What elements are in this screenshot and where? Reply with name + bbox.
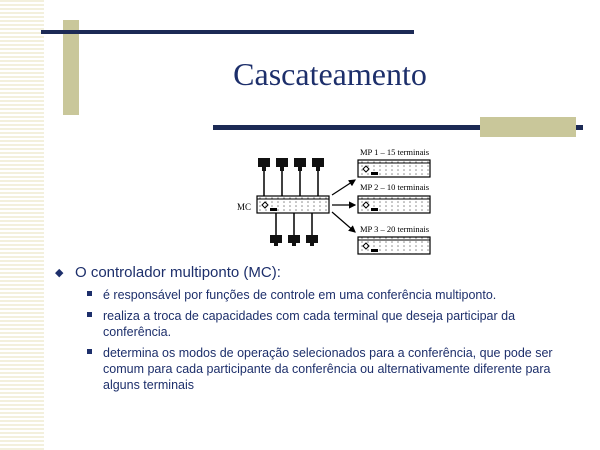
mp3-device [358,237,430,254]
terminal-icon [276,158,288,196]
mp3-label: MP 3 – 20 terminais [360,224,430,234]
terminal-icon [270,213,282,246]
terminal-icon [258,158,270,196]
mp1-device [358,160,430,177]
mp2-device [358,196,430,213]
mc-label: MC [237,202,252,212]
arrow-to-mp1 [332,180,355,195]
decorative-block-bottom [480,117,576,137]
mp1-label: MP 1 – 15 terminais [360,147,430,157]
square-bullet-icon [87,349,92,354]
sub-bullet-text: determina os modos de operação selecionados para a conferência, que pode ser comum para cada participante da conferência ou alternativamente diferente para alguns terminais [103,346,553,392]
arrow-to-mp3 [332,212,355,232]
terminal-icon [306,213,318,246]
mc-device [257,196,329,213]
terminal-icon [288,213,300,246]
sub-bullet [55,287,575,303]
bullet-main-text: O controlador multiponto (MC): [75,264,281,281]
square-bullet-icon [87,312,92,317]
decorative-block-top [63,20,79,115]
decorative-stripes [0,0,44,450]
sub-bullet [55,308,575,340]
decorative-line-top [41,30,414,34]
cascade-diagram [225,140,445,260]
terminal-icon [312,158,324,196]
sub-bullet-text: realiza a troca de capacidades com cada terminal que deseja participar da conferência. [103,309,516,339]
diamond-bullet-icon: ◆ [55,267,64,279]
bullet-list [55,264,575,393]
square-bullet-icon [87,291,92,296]
sub-bullet [55,345,575,393]
slide-title: Cascateamento [233,56,427,92]
sub-bullet-text: é responsável por funções de controle em uma conferência multiponto. [103,288,497,302]
bullet-main [55,264,575,282]
terminal-icon [294,158,306,196]
mp2-label: MP 2 – 10 terminais [360,182,430,192]
